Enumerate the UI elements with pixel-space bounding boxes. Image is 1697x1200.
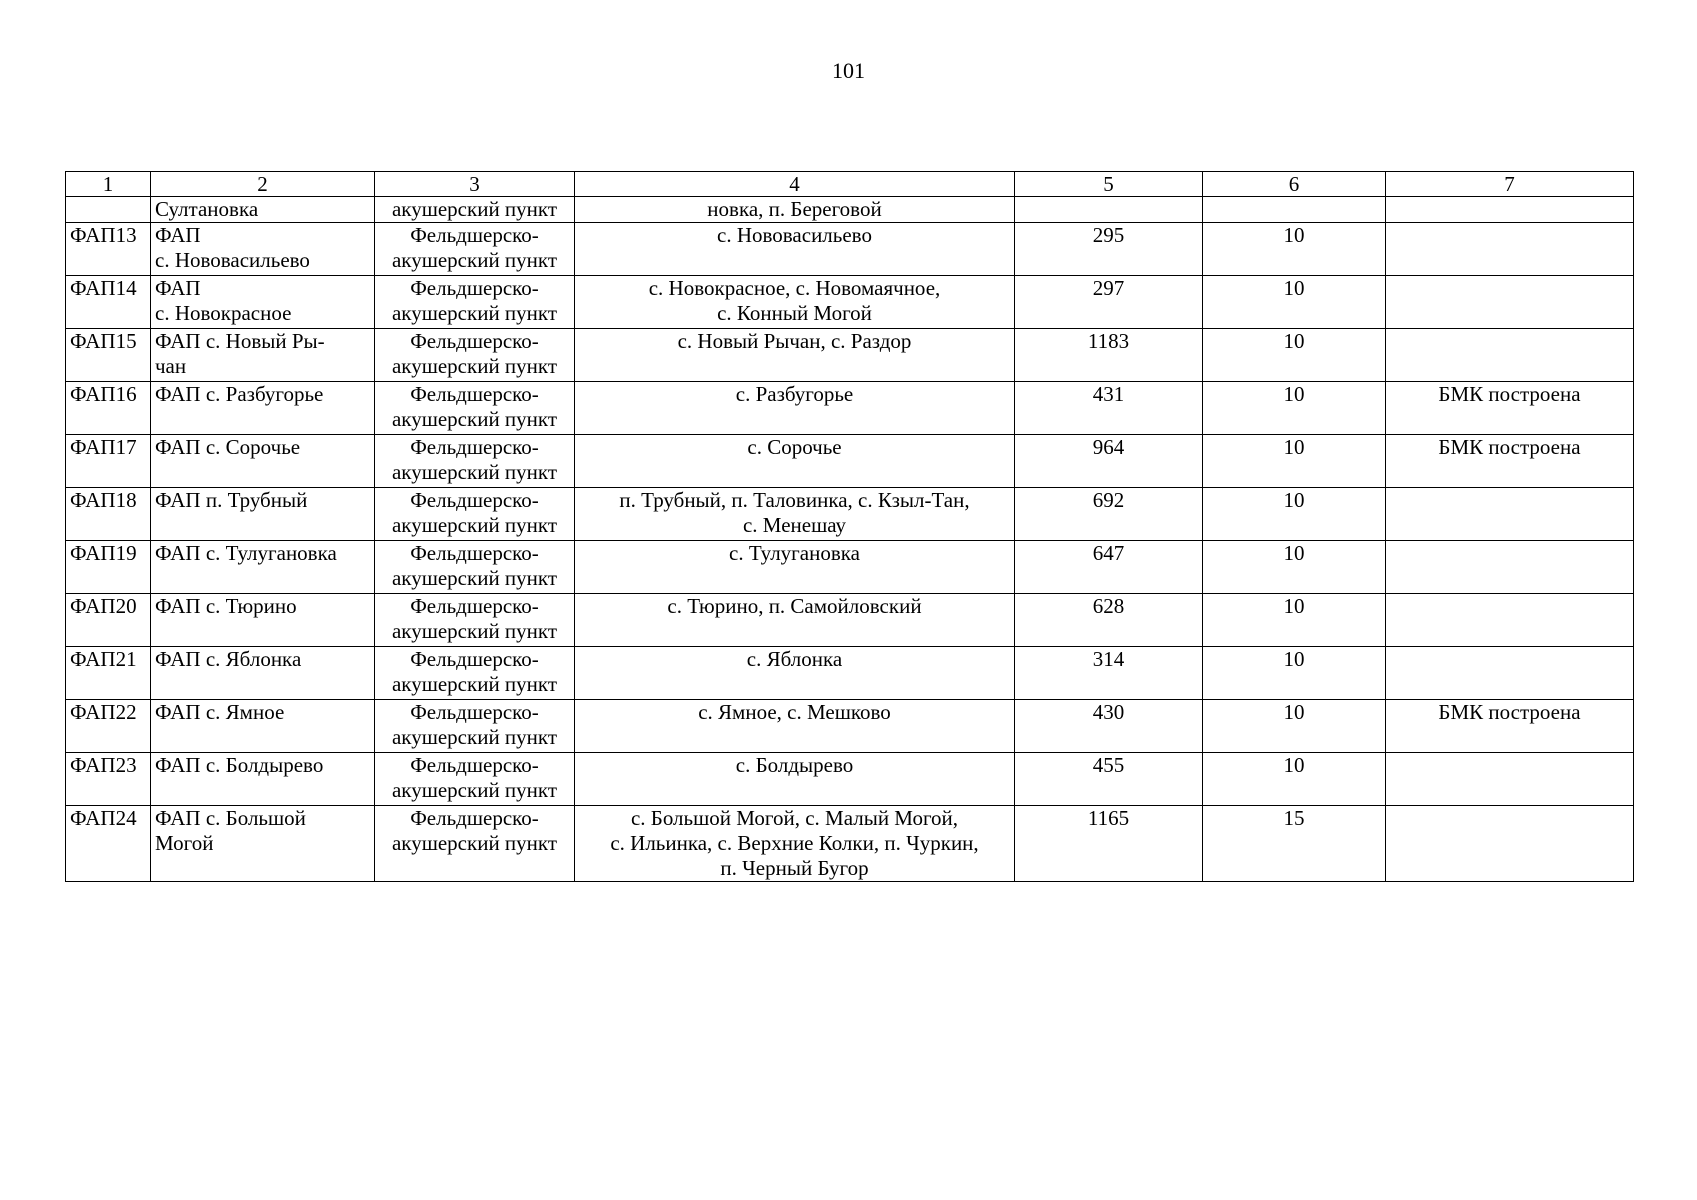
name-cell: ФАП с. Тулугановка bbox=[151, 541, 375, 594]
column-header: 5 bbox=[1015, 172, 1203, 197]
name-cell: ФАП с. Болдырево bbox=[151, 753, 375, 806]
table-row bbox=[66, 197, 1634, 223]
name-cell: Султановка bbox=[151, 197, 375, 223]
code-cell: ФАП22 bbox=[66, 700, 151, 753]
population-cell bbox=[1015, 197, 1203, 223]
note-cell bbox=[1386, 753, 1634, 806]
code-cell: ФАП15 bbox=[66, 329, 151, 382]
settlements-cell: новка, п. Береговой bbox=[575, 197, 1015, 223]
note-cell bbox=[1386, 197, 1634, 223]
table-row bbox=[66, 223, 1634, 276]
staff-cell: 10 bbox=[1203, 594, 1386, 647]
table-row bbox=[66, 382, 1634, 435]
population-cell: 647 bbox=[1015, 541, 1203, 594]
staff-cell: 10 bbox=[1203, 276, 1386, 329]
staff-cell: 10 bbox=[1203, 223, 1386, 276]
table-row bbox=[66, 541, 1634, 594]
settlements-cell: с. Болдырево bbox=[575, 753, 1015, 806]
staff-cell: 15 bbox=[1203, 806, 1386, 882]
table-row bbox=[66, 753, 1634, 806]
table-row bbox=[66, 488, 1634, 541]
type-cell: Фельдшерско- акушерский пункт bbox=[375, 700, 575, 753]
table-row bbox=[66, 276, 1634, 329]
staff-cell: 10 bbox=[1203, 541, 1386, 594]
code-cell: ФАП14 bbox=[66, 276, 151, 329]
table-row bbox=[66, 594, 1634, 647]
table-row bbox=[66, 647, 1634, 700]
note-cell bbox=[1386, 647, 1634, 700]
settlements-cell: с. Тулугановка bbox=[575, 541, 1015, 594]
column-header: 7 bbox=[1386, 172, 1634, 197]
staff-cell: 10 bbox=[1203, 647, 1386, 700]
table-row bbox=[66, 329, 1634, 382]
note-cell bbox=[1386, 329, 1634, 382]
name-cell: ФАП п. Трубный bbox=[151, 488, 375, 541]
population-cell: 295 bbox=[1015, 223, 1203, 276]
type-cell: Фельдшерско- акушерский пункт bbox=[375, 382, 575, 435]
population-cell: 1165 bbox=[1015, 806, 1203, 882]
note-cell bbox=[1386, 806, 1634, 882]
name-cell: ФАП с. Ямное bbox=[151, 700, 375, 753]
code-cell: ФАП23 bbox=[66, 753, 151, 806]
staff-cell: 10 bbox=[1203, 700, 1386, 753]
name-cell: ФАП с. Сорочье bbox=[151, 435, 375, 488]
settlements-cell: с. Тюрино, п. Самойловский bbox=[575, 594, 1015, 647]
column-header: 4 bbox=[575, 172, 1015, 197]
column-header: 6 bbox=[1203, 172, 1386, 197]
settlements-cell: с. Нововасильево bbox=[575, 223, 1015, 276]
type-cell: Фельдшерско- акушерский пункт bbox=[375, 488, 575, 541]
note-cell bbox=[1386, 276, 1634, 329]
population-cell: 297 bbox=[1015, 276, 1203, 329]
column-header: 1 bbox=[66, 172, 151, 197]
population-cell: 431 bbox=[1015, 382, 1203, 435]
staff-cell: 10 bbox=[1203, 382, 1386, 435]
population-cell: 964 bbox=[1015, 435, 1203, 488]
settlements-cell: с. Новый Рычан, с. Раздор bbox=[575, 329, 1015, 382]
type-cell: Фельдшерско- акушерский пункт bbox=[375, 541, 575, 594]
column-header: 2 bbox=[151, 172, 375, 197]
type-cell: Фельдшерско- акушерский пункт bbox=[375, 276, 575, 329]
note-cell: БМК построена bbox=[1386, 382, 1634, 435]
settlements-cell: п. Трубный, п. Таловинка, с. Кзыл-Тан, с. Менешау bbox=[575, 488, 1015, 541]
name-cell: ФАП с. Новый Ры- чан bbox=[151, 329, 375, 382]
code-cell: ФАП17 bbox=[66, 435, 151, 488]
name-cell: ФАП с. Яблонка bbox=[151, 647, 375, 700]
type-cell: Фельдшерско- акушерский пункт bbox=[375, 594, 575, 647]
population-cell: 692 bbox=[1015, 488, 1203, 541]
settlements-cell: с. Ямное, с. Мешково bbox=[575, 700, 1015, 753]
type-cell: Фельдшерско- акушерский пункт bbox=[375, 647, 575, 700]
code-cell: ФАП20 bbox=[66, 594, 151, 647]
staff-cell: 10 bbox=[1203, 753, 1386, 806]
staff-cell: 10 bbox=[1203, 488, 1386, 541]
population-cell: 628 bbox=[1015, 594, 1203, 647]
name-cell: ФАП с. Нововасильево bbox=[151, 223, 375, 276]
type-cell: акушерский пункт bbox=[375, 197, 575, 223]
settlements-cell: с. Большой Могой, с. Малый Могой, с. Ильинка, с. Верхние Колки, п. Чуркин, п. Черный Бугор bbox=[575, 806, 1015, 882]
column-header: 3 bbox=[375, 172, 575, 197]
code-cell: ФАП16 bbox=[66, 382, 151, 435]
code-cell: ФАП24 bbox=[66, 806, 151, 882]
note-cell: БМК построена bbox=[1386, 700, 1634, 753]
population-cell: 1183 bbox=[1015, 329, 1203, 382]
note-cell bbox=[1386, 488, 1634, 541]
staff-cell: 10 bbox=[1203, 329, 1386, 382]
name-cell: ФАП с. Новокрасное bbox=[151, 276, 375, 329]
note-cell bbox=[1386, 594, 1634, 647]
settlements-cell: с. Разбугорье bbox=[575, 382, 1015, 435]
type-cell: Фельдшерско- акушерский пункт bbox=[375, 806, 575, 882]
type-cell: Фельдшерско- акушерский пункт bbox=[375, 223, 575, 276]
note-cell bbox=[1386, 223, 1634, 276]
table-row bbox=[66, 700, 1634, 753]
population-cell: 314 bbox=[1015, 647, 1203, 700]
staff-cell: 10 bbox=[1203, 435, 1386, 488]
name-cell: ФАП с. Большой Могой bbox=[151, 806, 375, 882]
name-cell: ФАП с. Разбугорье bbox=[151, 382, 375, 435]
settlements-cell: с. Яблонка bbox=[575, 647, 1015, 700]
code-cell: ФАП21 bbox=[66, 647, 151, 700]
table-row bbox=[66, 806, 1634, 882]
column-number-row bbox=[66, 172, 1634, 197]
name-cell: ФАП с. Тюрино bbox=[151, 594, 375, 647]
population-cell: 455 bbox=[1015, 753, 1203, 806]
page-number: 101 bbox=[832, 58, 865, 83]
type-cell: Фельдшерско- акушерский пункт bbox=[375, 435, 575, 488]
staff-cell bbox=[1203, 197, 1386, 223]
settlements-cell: с. Сорочье bbox=[575, 435, 1015, 488]
table-row bbox=[66, 435, 1634, 488]
code-cell: ФАП13 bbox=[66, 223, 151, 276]
code-cell bbox=[66, 197, 151, 223]
code-cell: ФАП18 bbox=[66, 488, 151, 541]
type-cell: Фельдшерско- акушерский пункт bbox=[375, 329, 575, 382]
code-cell: ФАП19 bbox=[66, 541, 151, 594]
note-cell: БМК построена bbox=[1386, 435, 1634, 488]
settlements-cell: с. Новокрасное, с. Новомаячное, с. Конный Могой bbox=[575, 276, 1015, 329]
facilities-table bbox=[65, 171, 1634, 882]
note-cell bbox=[1386, 541, 1634, 594]
population-cell: 430 bbox=[1015, 700, 1203, 753]
type-cell: Фельдшерско- акушерский пункт bbox=[375, 753, 575, 806]
